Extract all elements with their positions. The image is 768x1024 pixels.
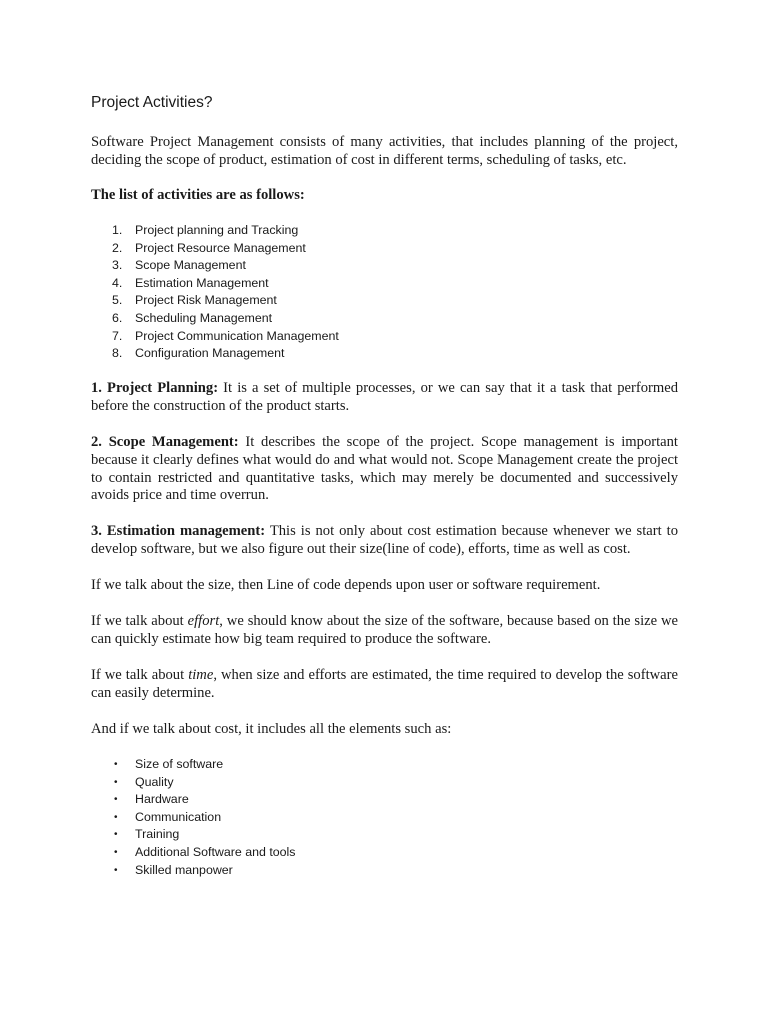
time-post: , when size and efforts are estimated, the time required to develop the software can easily determine. <box>91 667 679 701</box>
list-item <box>91 328 339 346</box>
cost-element-label: Skilled manpower <box>135 862 233 877</box>
list-number: 8. <box>112 346 123 361</box>
cost-element-label: Training <box>135 827 180 842</box>
time-pre: If we talk about <box>91 667 189 683</box>
effort-emphasis: effort <box>187 613 220 629</box>
list-item <box>91 756 296 774</box>
activity-label: Scheduling Management <box>135 310 273 325</box>
bullet-icon: • <box>114 794 118 806</box>
list-number: 2. <box>112 240 123 255</box>
activity-label: Project planning and Tracking <box>135 223 299 237</box>
list-number: 4. <box>112 275 123 290</box>
list-item <box>91 791 296 809</box>
activity-label: Project Resource Management <box>135 240 306 255</box>
bullet-icon: • <box>114 829 118 841</box>
list-number: 1. <box>112 223 123 237</box>
planning-body: It is a set of multiple processes, or we can say that it a task that performed before the construction of the product starts. <box>91 380 679 414</box>
cost-element-label: Quality <box>135 774 174 789</box>
scope-term: 2. Scope Management: <box>91 434 239 450</box>
activity-label: Project Risk Management <box>135 293 277 308</box>
estimation-body: This is not only about cost estimation because whenever we start to develop software, but we also figure out their size(line of code), efforts, time as well as cost. <box>91 523 678 557</box>
cost-element-label: Size of software <box>135 757 224 771</box>
cost-elements-list <box>91 756 296 879</box>
time-paragraph <box>91 667 678 703</box>
list-number: 6. <box>112 310 123 325</box>
list-item <box>91 292 339 310</box>
cost-element-label: Additional Software and tools <box>135 844 296 859</box>
effort-pre: If we talk about <box>91 613 188 629</box>
list-item <box>91 844 296 862</box>
list-heading: The list of activities are as follows: <box>91 187 305 203</box>
intro-paragraph: Software Project Management consists of many activities, that includes planning of the project, deciding the scope of product, estimation of cost in different terms, scheduling of tasks, etc. <box>91 134 678 168</box>
time-emphasis: time <box>188 667 214 683</box>
bullet-icon: • <box>114 864 118 876</box>
scope-paragraph <box>91 434 678 505</box>
list-item <box>91 310 339 328</box>
scope-body: It describes the scope of the project. Scope management is important because it clearly defines what would do and what would not. Scope Management create the project to contain restricted and quantitative tasks, which may merely be documented and successively avoids price and time overrun. <box>91 434 678 504</box>
size-paragraph: If we talk about the size, then Line of code depends upon user or software requirement. <box>91 577 601 593</box>
list-item <box>91 257 339 275</box>
estimation-term: 3. Estimation management: <box>91 523 266 539</box>
list-item <box>91 345 339 363</box>
cost-element-label: Hardware <box>135 792 189 807</box>
activities-list <box>91 222 339 363</box>
activity-label: Scope Management <box>135 258 246 273</box>
list-item <box>91 826 296 844</box>
planning-paragraph <box>91 380 678 416</box>
list-item <box>91 862 296 880</box>
list-item <box>91 222 339 240</box>
cost-intro-paragraph: And if we talk about cost, it includes all the elements such as: <box>91 721 452 737</box>
effort-post: , we should know about the size of the software, because based on the size we can quickly estimate how big team required to produce the software. <box>91 613 679 647</box>
list-item <box>91 275 339 293</box>
planning-term: 1. Project Planning: <box>91 380 219 396</box>
list-item <box>91 809 296 827</box>
bullet-icon: • <box>114 811 118 823</box>
list-item <box>91 240 339 258</box>
activity-label: Configuration Management <box>135 346 285 361</box>
page-title: Project Activities? <box>91 94 213 111</box>
bullet-icon: • <box>114 759 118 770</box>
list-number: 3. <box>112 258 123 273</box>
list-number: 5. <box>112 293 123 308</box>
effort-paragraph <box>91 613 678 649</box>
activity-label: Estimation Management <box>135 275 269 290</box>
list-number: 7. <box>112 328 123 343</box>
cost-element-label: Communication <box>135 809 222 824</box>
list-item <box>91 774 296 792</box>
estimation-paragraph <box>91 523 678 559</box>
activity-label: Project Communication Management <box>135 328 339 343</box>
bullet-icon: • <box>114 776 118 788</box>
bullet-icon: • <box>114 846 118 858</box>
